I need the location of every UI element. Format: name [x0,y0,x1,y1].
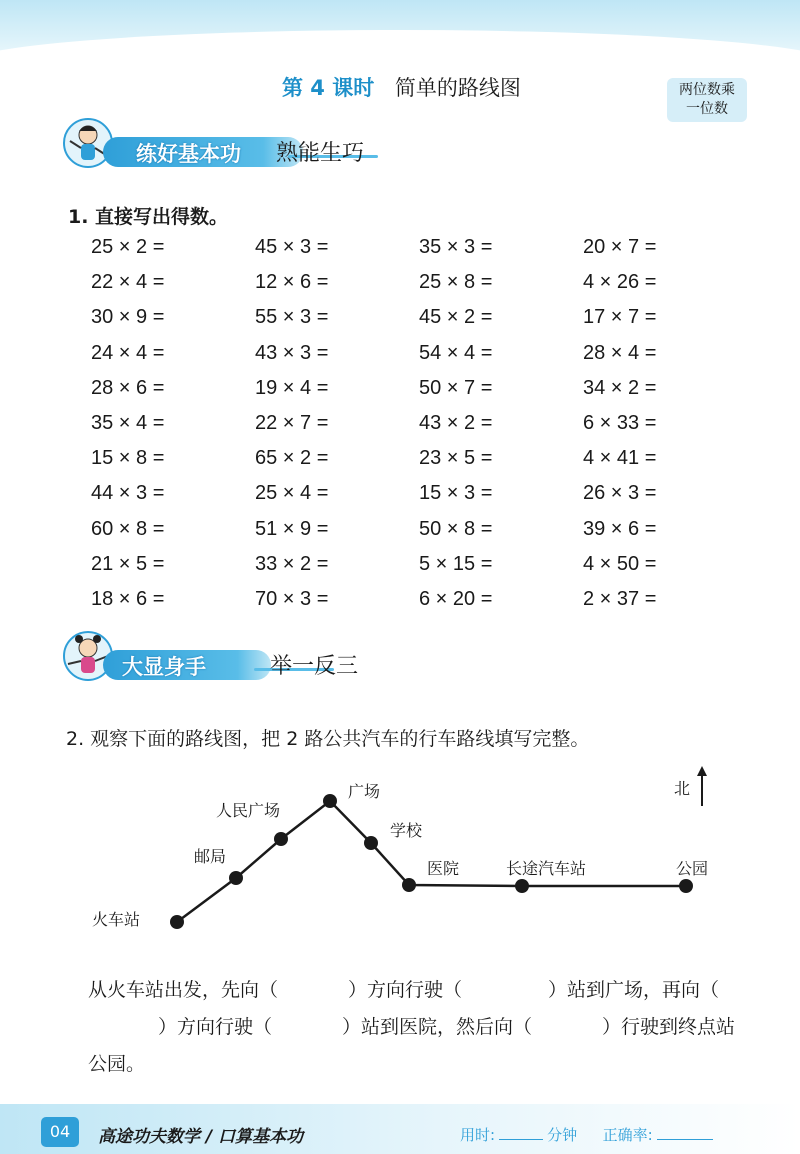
multiplication-problem: 30 × 9 = [91,306,165,329]
multiplication-problem: 34 × 2 = [583,376,657,399]
multiplication-problem: 4 × 41 = [583,447,657,470]
section-label: 练好基本功 [136,142,241,166]
question-2-title: 2. 观察下面的路线图，把 2 路公共汽车的行车路线填写完整。 [66,728,590,750]
multiplication-problem: 4 × 26 = [583,271,657,294]
multiplication-problem: 5 × 15 = [419,552,493,575]
lesson-number: 第 4 课时 [282,76,375,100]
time-blank[interactable] [499,1139,543,1140]
multiplication-problem: 22 × 4 = [91,271,165,294]
multiplication-problem: 33 × 2 = [255,552,329,575]
multiplication-problem: 45 × 2 = [419,306,493,329]
label-square: 广场 [348,782,381,801]
multiplication-problem: 4 × 50 = [583,552,657,575]
calculation-grid [91,236,711,623]
multiplication-problem: 28 × 4 = [583,341,657,364]
fill-text-part: ）站到广场，再向（ [548,979,720,1001]
multiplication-problem: 23 × 5 = [419,447,493,470]
stats-line [460,1124,717,1145]
multiplication-problem: 70 × 3 = [255,587,329,610]
fill-text-part: 从火车站出发，先向（ [88,979,279,1001]
lesson-header [282,72,521,102]
stop-park [679,879,693,893]
label-hospital: 医院 [427,859,460,878]
multiplication-problem: 6 × 20 = [419,587,493,610]
multiplication-problem: 35 × 4 = [91,411,165,434]
multiplication-problem: 50 × 8 = [419,517,493,540]
multiplication-problem: 28 × 6 = [91,376,165,399]
page-number: 04 [41,1117,79,1147]
label-peoples-square: 人民广场 [216,801,281,820]
accuracy-label: 正确率: [602,1126,653,1144]
multiplication-problem: 44 × 3 = [91,482,165,505]
multiplication-problem: 39 × 6 = [583,517,657,540]
time-label: 用时: [460,1126,496,1144]
multiplication-problem: 15 × 8 = [91,447,165,470]
problem-row [91,553,711,588]
stop-hospital [402,878,416,892]
multiplication-problem: 22 × 7 = [255,411,329,434]
problem-row [91,236,711,271]
topic-line-1: 两位数乘 [679,82,735,98]
lesson-title: 简单的路线图 [394,76,521,100]
multiplication-problem: 50 × 7 = [419,376,493,399]
multiplication-problem: 55 × 3 = [255,306,329,329]
section-subtitle: 熟能生巧 [276,141,365,166]
multiplication-problem: 6 × 33 = [583,411,657,434]
problem-row [91,447,711,482]
multiplication-problem: 60 × 8 = [91,517,165,540]
multiplication-problem: 15 × 3 = [419,482,493,505]
fill-text-part: ）站到医院，然后向（ [342,1016,533,1038]
stop-square [323,794,337,808]
multiplication-problem: 51 × 9 = [255,517,329,540]
multiplication-problem: 24 × 4 = [91,341,165,364]
section-practice [58,133,758,169]
stop-train-station [170,915,184,929]
label-park: 公园 [676,859,709,878]
problem-row [91,482,711,517]
label-school: 学校 [390,821,423,840]
multiplication-problem: 26 × 3 = [583,482,657,505]
problem-row [91,588,711,623]
label-bus-terminal: 长途汽车站 [506,859,587,878]
multiplication-problem: 2 × 37 = [583,587,657,610]
north-arrow-icon [697,766,707,806]
stop-bus-terminal [515,879,529,893]
fill-text-part: ）方向行驶（ [348,979,463,1001]
multiplication-problem: 43 × 2 = [419,411,493,434]
section-subtitle: 举一反三 [270,654,359,679]
label-post-office: 邮局 [194,847,227,866]
brand-title: 高途功夫数学 / 口算基本功 [98,1127,304,1147]
multiplication-problem: 35 × 3 = [419,236,493,258]
multiplication-problem: 65 × 2 = [255,447,329,470]
multiplication-problem: 21 × 5 = [91,552,165,575]
fill-text-part: ）方向行驶（ [158,1016,273,1038]
stop-post-office [229,871,243,885]
fill-text-part: ）行驶到终点站公园。 [88,1016,736,1075]
accuracy-blank[interactable] [657,1139,713,1140]
label-train-station: 火车站 [92,910,141,929]
multiplication-problem: 12 × 6 = [255,271,329,294]
problem-row [91,306,711,341]
question-1-title: 1. 直接写出得数。 [68,206,229,228]
topic-badge [667,78,747,122]
problem-row [91,518,711,553]
section-label: 大显身手 [122,655,206,679]
stop-school [364,836,378,850]
multiplication-problem: 17 × 7 = [583,306,657,329]
topic-line-2: 一位数 [686,101,728,117]
multiplication-problem: 54 × 4 = [419,341,493,364]
stop-peoples-square [274,832,288,846]
time-unit: 分钟 [547,1126,578,1144]
multiplication-problem: 20 × 7 = [583,236,657,258]
problem-row [91,377,711,412]
problem-row [91,412,711,447]
multiplication-problem: 25 × 4 = [255,482,329,505]
multiplication-problem: 25 × 8 = [419,271,493,294]
north-label: 北 [674,779,691,798]
multiplication-problem: 19 × 4 = [255,376,329,399]
route-map [0,760,800,970]
multiplication-problem: 18 × 6 = [91,587,165,610]
multiplication-problem: 45 × 3 = [255,236,329,258]
multiplication-problem: 25 × 2 = [91,236,165,258]
problem-row [91,271,711,306]
problem-row [91,342,711,377]
multiplication-problem: 43 × 3 = [255,341,329,364]
route-fill-text [88,972,748,1083]
section-challenge [58,646,758,682]
